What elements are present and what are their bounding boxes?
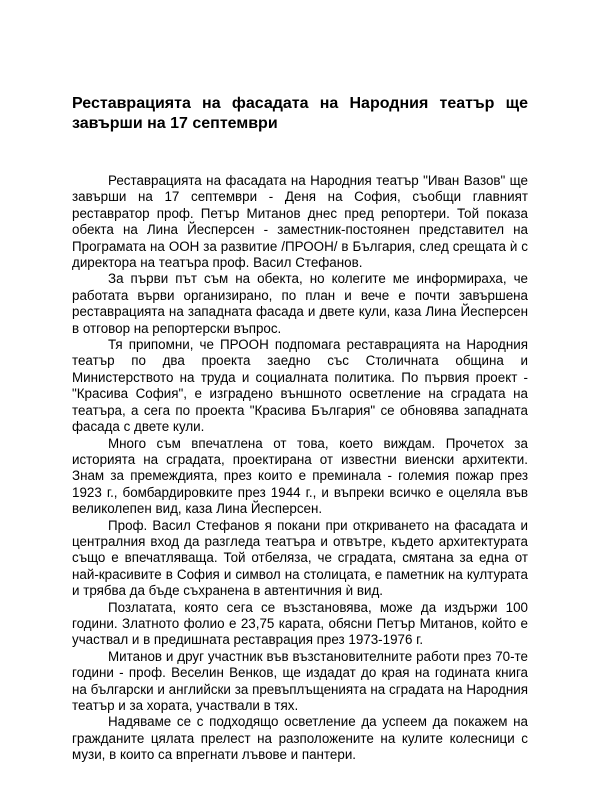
paragraph: Митанов и друг участник във възстановителните работи през 70-те години - проф. Веселин Венков, ще издадат до края на годината книга на български и английски за превъплъщенията на сградата на Народния театър и за хората, участвали в тях.	[72, 648, 528, 713]
paragraph: Проф. Васил Стефанов я покани при откриването на фасадата и централния вход да разгледа театъра и отвътре, където архитектурата също е впечатляваща. Той отбеляза, че сградата, смятана за една от най-красивите в София и символ на столицата, е паметник на културата и трябва да бъде съхранена в автентичния ѝ вид.	[72, 517, 528, 599]
article-title: Реставрацията на фасадата на Народния театър ще завърши на 17 септември	[72, 95, 528, 132]
paragraph: Тя припомни, че ПРООН подпомага реставрацията на Народния театър по два проекта заедно със Столичната община и Министерството на труда и социалната политика. По първия проект - "Красива София", е изградено външното осветление на сградата на театъра, а сега по проекта "Красива България" се обновява западната фасада с двете кули.	[72, 337, 528, 435]
document-page	[72, 94, 528, 764]
article-body	[72, 173, 528, 764]
paragraph: Надяваме се с подходящо осветление да успеем да покажем на гражданите цялата прелест на разположените на кулите колесници с музи, в които са впрегнати лъвове и пантери.	[72, 714, 528, 763]
paragraph: За първи път съм на обекта, но колегите ме информираха, че работата върви организирано, по план и вече е почти завършена реставрацията на западната фасада и двете кули, каза Лина Йесперсен в отговор на репортерски въпрос.	[72, 271, 528, 336]
paragraph: Много съм впечатлена от това, което виждам. Прочетох за историята на сградата, проектирана от известни виенски архитекти. Знам за премеждията, през които е преминала - големия пожар през 1923 г., бомбардировките през 1944 г., и въпреки всичко е оцеляла във великолепен вид, каза Лина Йесперсен.	[72, 435, 528, 517]
paragraph: Реставрацията на фасадата на Народния театър "Иван Вазов" ще завърши на 17 септември - Деня на София, съобщи главният реставратор проф. Петър Митанов днес пред репортери. Той показа обекта на Лина Йесперсен - заместник-постоянен представител на Програмата на ООН за развитие /ПРООН/ в България, след срещата ѝ с директора на театъра проф. Васил Стефанов.	[72, 173, 528, 271]
paragraph: Позлатата, която сега се възстановява, може да издържи 100 години. Златното фолио е 23,75 карата, обясни Петър Митанов, който е участвал и в предишната реставрация през 1973-1976 г.	[72, 599, 528, 648]
